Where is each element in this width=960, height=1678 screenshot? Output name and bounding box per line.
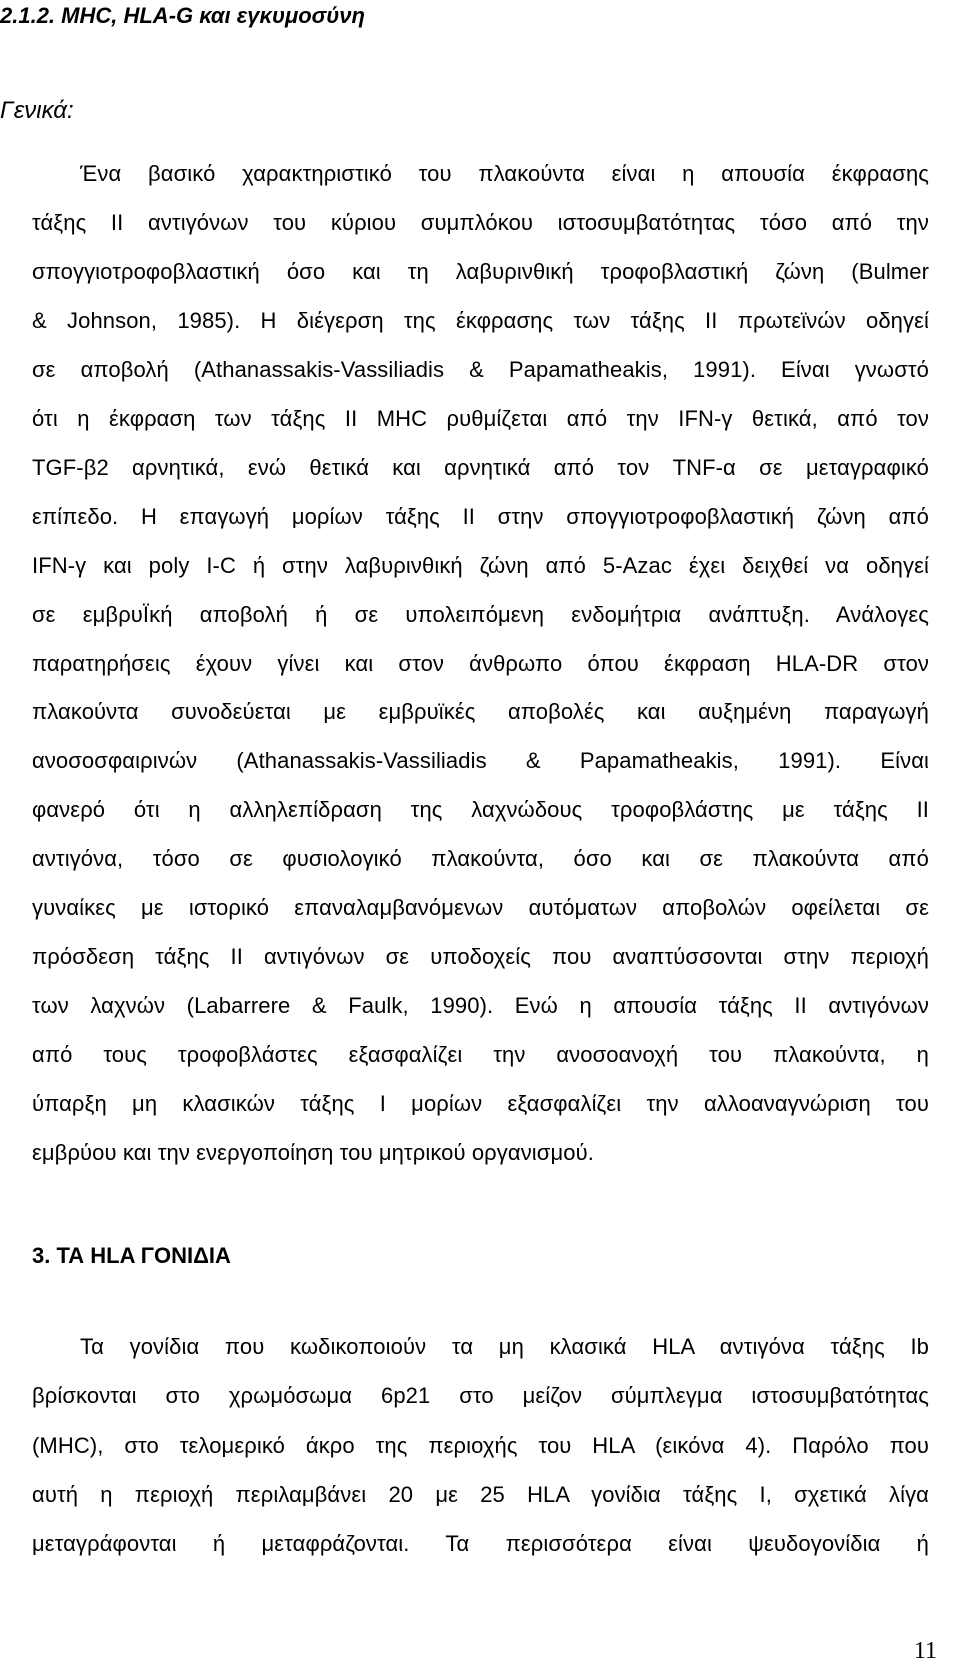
paragraph-line: σε αποβολή (Athanassakis-Vassiliadis & Papamatheakis, 1991). Είναι γνωστό (32, 356, 929, 382)
paragraph-line: (MHC), στο τελομερικό άκρο της περιοχής του HLA (εικόνα 4). Παρόλο που (32, 1432, 929, 1458)
paragraph-line: από τους τροφοβλάστες εξασφαλίζει την ανοσοανοχή του πλακούντα, η (32, 1042, 929, 1068)
paragraph-line: σπογγιοτροφοβλαστική όσο και τη λαβυρινθική τροφοβλαστική ζώνη (Bulmer (32, 258, 929, 284)
page-number: 11 (913, 1638, 937, 1664)
paragraph-line: επίπεδο. Η επαγωγή μορίων τάξης ΙΙ στην σπογγιοτροφοβλαστική ζώνη από (32, 503, 929, 529)
paragraph-line: αυτή η περιοχή περιλαμβάνει 20 με 25 HLA γονίδια τάξης Ι, σχετικά λίγα (32, 1481, 929, 1507)
paragraph-hla-genes (32, 1322, 929, 1568)
paragraph-line: ύπαρξη μη κλασικών τάξης Ι μορίων εξασφαλίζει την αλλοαναγνώριση του (32, 1091, 929, 1117)
paragraph-line: Ένα βασικό χαρακτηριστικό του πλακούντα είναι η απουσία έκφρασης (80, 161, 929, 186)
paragraph-line: πρόσδεση τάξης ΙΙ αντιγόνων σε υποδοχείς που αναπτύσσονται στην περιοχή (32, 944, 929, 970)
paragraph-line: των λαχνών (Labarrere & Faulk, 1990). Ενώ η απουσία τάξης ΙΙ αντιγόνων (32, 993, 929, 1019)
subsection-heading: 2.1.2. MHC, HLA-G και εγκυμοσύνη (0, 3, 365, 28)
paragraph-line: βρίσκονται στο χρωμόσωμα 6p21 στο μείζον σύμπλεγμα ιστοσυμβατότητας (32, 1383, 929, 1409)
section-heading: 3. ΤΑ HLA ΓΟΝΙΔΙΑ (32, 1243, 231, 1268)
paragraph-line: τάξης ΙΙ αντιγόνων του κύριου συμπλόκου ιστοσυμβατότητας τόσο από την (32, 209, 929, 235)
paragraph-line: TGF-β2 αρνητικά, ενώ θετικά και αρνητικά από τον TNF-α σε μεταγραφικό (32, 454, 929, 480)
paragraph-line: σε εμβρυΪκή αποβολή ή σε υπολειπόμενη ενδομήτρια ανάπτυξη. Ανάλογες (32, 601, 929, 627)
paragraph-line: φανερό ότι η αλληλεπίδραση της λαχνώδους τροφοβλάστης με τάξης ΙΙ (32, 797, 929, 823)
paragraph-line: παρατηρήσεις έχουν γίνει και στον άνθρωπο όπου έκφραση HLA-DR στον (32, 650, 929, 676)
intro-label: Γενικά: (0, 97, 74, 124)
paragraph-line: & Johnson, 1985). Η διέγερση της έκφρασης των τάξης ΙΙ πρωτεϊνών οδηγεί (32, 307, 929, 333)
paragraph-line: IFN-γ και poly I-C ή στην λαβυρινθική ζώνη από 5-Azac έχει δειχθεί να οδηγεί (32, 552, 929, 578)
paragraph-general (32, 150, 929, 1178)
paragraph-line: Τα γονίδια που κωδικοποιούν τα μη κλασικά HLA αντιγόνα τάξης Ιb (80, 1334, 929, 1359)
paragraph-line: ότι η έκφραση των τάξης ΙΙ MHC ρυθμίζεται από την IFN-γ θετικά, από τον (32, 405, 929, 431)
paragraph-line: πλακούντα συνοδεύεται με εμβρυϊκές αποβολές και αυξημένη παραγωγή (32, 699, 929, 725)
paragraph-line: εμβρύου και την ενεργοποίηση του μητρικού οργανισμού. (32, 1140, 594, 1166)
paragraph-line: ανοσοσφαιρινών (Athanassakis-Vassiliadis & Papamatheakis, 1991). Είναι (32, 748, 929, 774)
paragraph-line: γυναίκες με ιστορικό επαναλαμβανόμενων αυτόματων αποβολών οφείλεται σε (32, 895, 929, 921)
paragraph-line: αντιγόνα, τόσο σε φυσιολογικό πλακούντα, όσο και σε πλακούντα από (32, 846, 929, 872)
paragraph-line: μεταγράφονται ή μεταφράζονται. Τα περισσότερα είναι ψευδογονίδια ή (32, 1531, 929, 1557)
